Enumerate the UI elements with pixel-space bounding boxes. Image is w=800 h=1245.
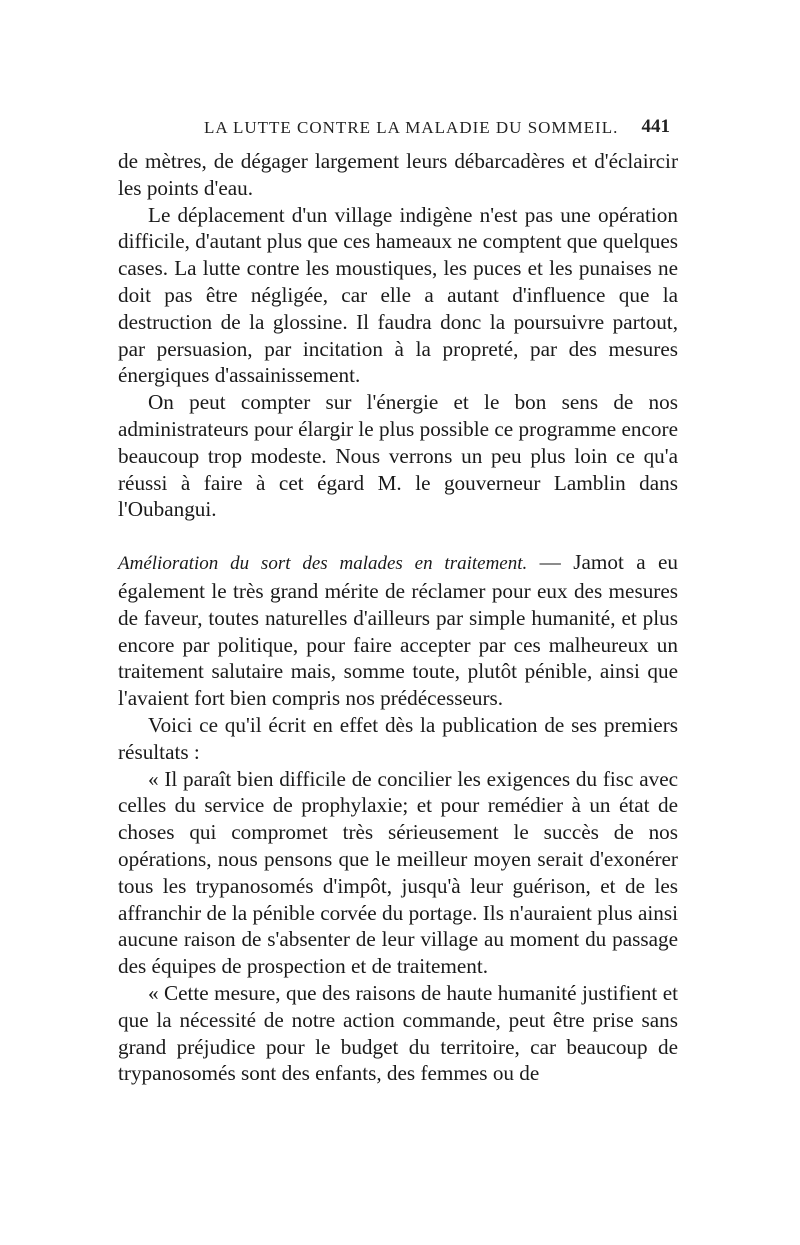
page-number: 441 (641, 116, 670, 137)
paragraph-3: On peut compter sur l'énergie et le bon sens de nos administrateurs pour élargir le plus possible ce programme encore beaucoup trop modeste. Nous verrons un peu plus loin ce qu'a réussi à faire à cet égard M. le gouverneur Lamblin dans l'Oubangui. (118, 390, 678, 522)
paragraph-7: « Cette mesure, que des raisons de haute humanité justifient et que la nécessité de notre action commande, peut être prise sans grand préjudice pour le budget du territoire, car beaucoup de trypanosomés sont des enfants, des femmes ou de (118, 980, 678, 1086)
running-title: LA LUTTE CONTRE LA MALADIE DU SOMMEIL. (204, 118, 619, 137)
body-text (118, 148, 678, 1087)
paragraph-1: de mètres, de dégager largement leurs débarcadères et d'éclaircir les points d'eau. (118, 149, 678, 200)
paragraph-2: Le déplacement d'un village indigène n'est pas une opération difficile, d'autant plus que ces hameaux ne comptent que quelques cases. La lutte contre les moustiques, les puces et les punaises ne doit pas être négligée, car elle a autant d'influence que la destruction de la glossine. Il faudra donc la poursuivre partout, par persuasion, par incitation à la propreté, par des mesures énergiques d'assainissement. (118, 202, 679, 388)
paragraph-4: Jamot a eu également le très grand mérite de réclamer pour eux des mesures de faveur, toutes naturelles d'ailleurs par simple humanité, et plus encore par politique, pour faire accepter par ces malheureux un traitement salutaire mais, somme toute, plutôt pénible, ainsi que l'avaient fort bien compris nos prédécesseurs. (118, 550, 679, 711)
page-header (118, 112, 678, 140)
section-title: Amélioration du sort des malades en traitement. (118, 553, 528, 575)
paragraph-5: Voici ce qu'il écrit en effet dès la publication de ses premiers résultats : (118, 712, 678, 764)
section-dash: — (527, 550, 574, 575)
section-paragraph (118, 549, 678, 712)
paragraph-6: « Il paraît bien difficile de concilier les exigences du fisc avec celles du service de prophylaxie; et pour remédier à un état de choses qui compromet très sérieusement le succès de nos opérations, nous pensons que le meilleur moyen serait d'exonérer tous les trypanosomés d'impôt, jusqu'à leur guérison, et de les affranchir de la pénible corvée du portage. Ils n'auraient plus ainsi aucune raison de s'absenter de leur village au moment du passage des équipes de prospection et de traitement. (118, 766, 678, 979)
